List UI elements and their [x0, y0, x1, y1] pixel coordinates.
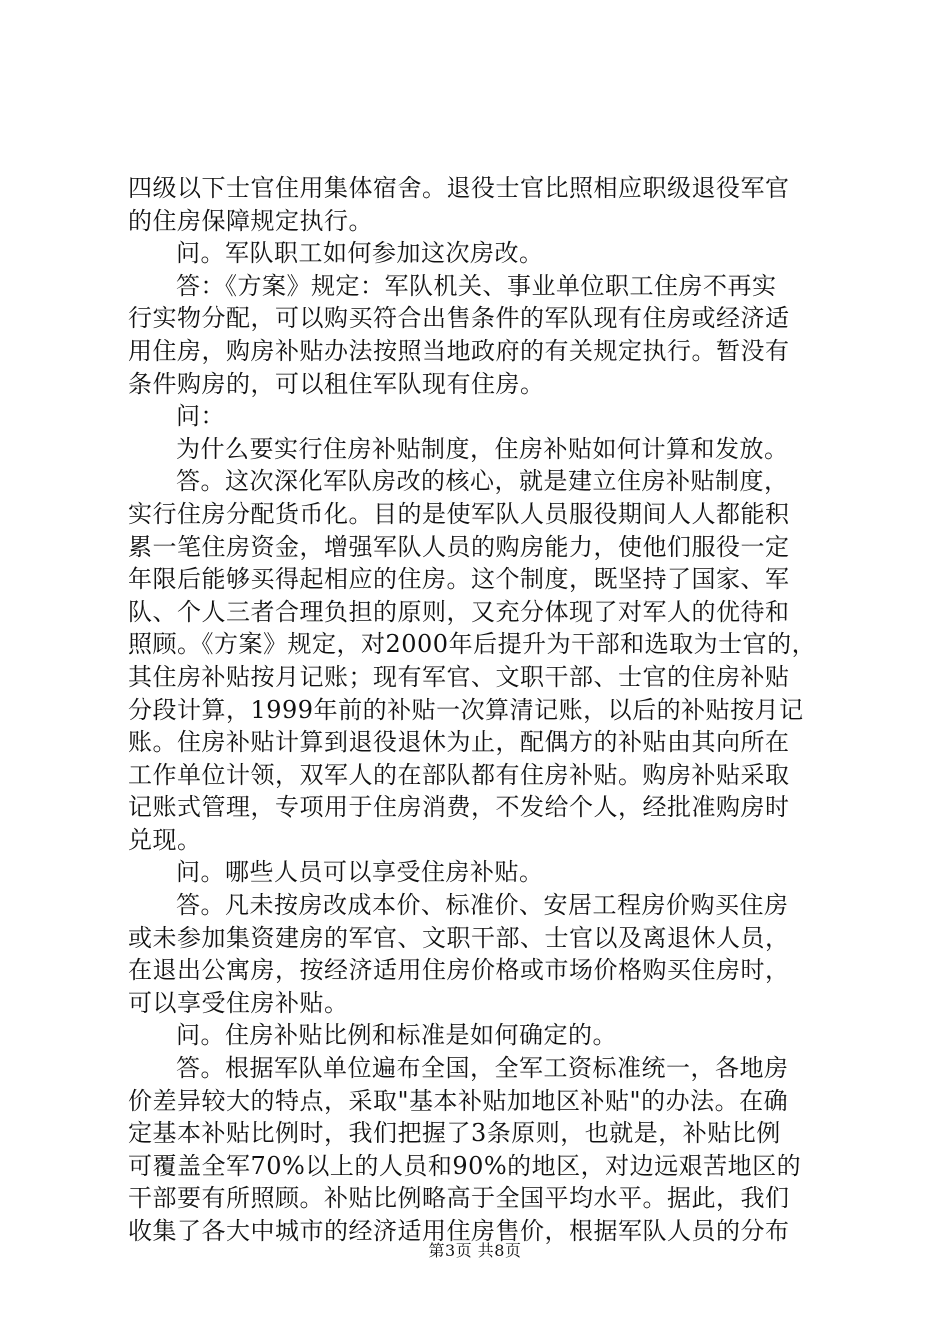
text-line: 答。根据军队单位遍布全国，全军工资标准统一，各地房	[176, 1054, 789, 1083]
text-line: 在退出公寓房，按经济适用住房价格或市场价格购买住房时，	[128, 956, 790, 985]
text-line: 收集了各大中城市的经济适用住房售价，根据军队人员的分布	[128, 1217, 790, 1245]
page-number-footer: 第3页 共8页	[428, 1241, 522, 1260]
text-line: 其住房补贴按月记账；现有军官、文职干部、士官的住房补贴	[128, 662, 790, 691]
text-line: 为什么要实行住房补贴制度，住房补贴如何计算和发放。	[176, 434, 789, 463]
text-line: 工作单位计领，双军人的在部队都有住房补贴。购房补贴采取	[128, 760, 790, 789]
text-line: 账。住房补贴计算到退役退休为止，配偶方的补贴由其向所在	[128, 728, 790, 757]
text-line: 答。这次深化军队房改的核心，就是建立住房补贴制度，	[176, 467, 789, 496]
text-line: 答：《方案》规定：军队机关、事业单位职工住房不再实	[176, 271, 777, 300]
text-line: 行实物分配，可以购买符合出售条件的军队现有住房或经济适	[128, 304, 790, 333]
text-line: 四级以下士官住用集体宿舍。退役士官比照相应职级退役军官	[128, 174, 790, 202]
text-line: 答。凡未按房改成本价、标准价、安居工程房价购买住房	[176, 891, 789, 920]
text-line: 价差异较大的特点，采取"基本补贴加地区补贴"的办法。在确	[128, 1086, 789, 1115]
text-line: 或未参加集资建房的军官、文职干部、士官以及离退休人员，	[128, 923, 790, 952]
text-line: 可以享受住房补贴。	[128, 988, 349, 1017]
text-line: 的住房保障规定执行。	[128, 206, 373, 235]
text-line: 兑现。	[128, 825, 202, 854]
text-line: 问。军队职工如何参加这次房改。	[176, 239, 544, 268]
text-line: 记账式管理，专项用于住房消费，不发给个人，经批准购房时	[128, 793, 790, 822]
text-line: 年限后能够买得起相应的住房。这个制度，既坚持了国家、军	[128, 565, 790, 594]
text-line: 条件购房的，可以租住军队现有住房。	[128, 369, 545, 398]
text-line: 用住房，购房补贴办法按照当地政府的有关规定执行。暂没有	[128, 336, 790, 365]
text-line: 问：	[176, 402, 225, 431]
text-line: 照顾。《方案》规定，对2000年后提升为干部和选取为士官的，	[128, 630, 817, 659]
text-line: 干部要有所照顾。补贴比例略高于全国平均水平。据此，我们	[128, 1184, 790, 1213]
text-line: 队、个人三者合理负担的原则，又充分体现了对军人的优待和	[128, 597, 790, 626]
text-line: 实行住房分配货币化。目的是使军队人员服役期间人人都能积	[128, 499, 790, 528]
text-line: 累一笔住房资金，增强军队人员的购房能力，使他们服役一定	[128, 532, 790, 561]
text-line: 问。住房补贴比例和标准是如何确定的。	[176, 1021, 617, 1050]
text-line: 分段计算，1999年前的补贴一次算清记账，以后的补贴按月记	[128, 695, 804, 724]
document-body	[128, 172, 832, 1248]
text-line: 定基本补贴比例时，我们把握了3条原则，也就是，补贴比例	[128, 1119, 781, 1148]
text-line: 问。哪些人员可以享受住房补贴。	[176, 858, 544, 887]
text-line: 可覆盖全军70%以上的人员和90%的地区，对边远艰苦地区的	[128, 1151, 802, 1180]
